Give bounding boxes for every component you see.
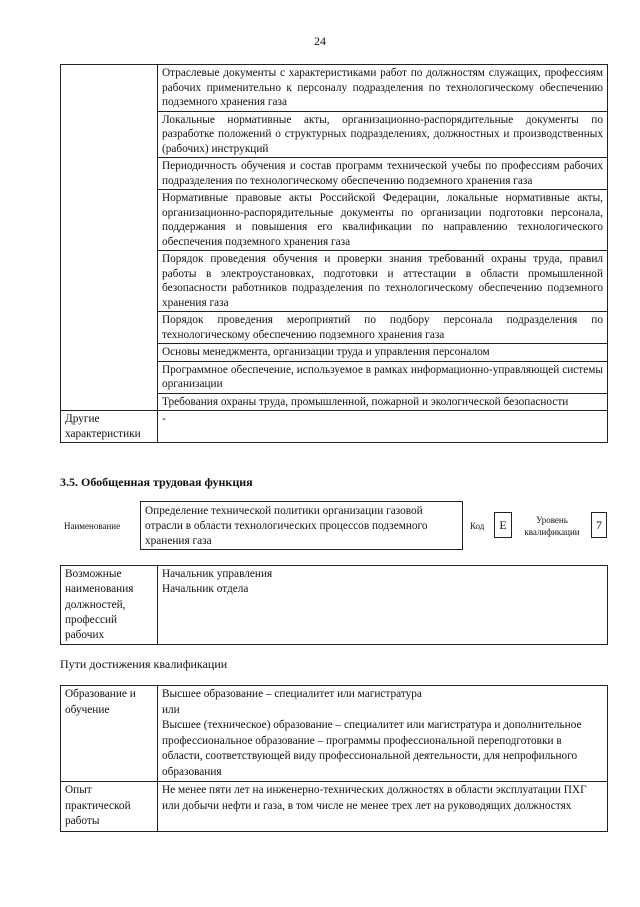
knowledge-item: Порядок проведения мероприятий по подбору персонала подразделения по технологическому обеспечению подземного хранения газа: [158, 312, 608, 344]
other-label: Другие характеристики: [61, 411, 158, 443]
paths-title: Пути достижения квалификации: [60, 657, 228, 671]
section-title: 3.5. Обобщенная трудовая функция: [60, 475, 253, 489]
knowledge-item: Требования охраны труда, промышленной, пожарной и экологической безопасности: [158, 393, 608, 411]
knowledge-label-cell: [61, 65, 158, 411]
education-value: [158, 686, 608, 782]
knowledge-item: Нормативные правовые акты Российской Федерации, локальные нормативные акты, организационно-распорядительные документы по организации подготовки персонала, поддержания и повышения его квалификации по направлению технологического обеспечения подземного хранения газа: [158, 190, 608, 251]
other-value: -: [158, 411, 608, 443]
knowledge-item: Порядок проведения обучения и проверки знания требований охраны труда, правил работы в электроустановках, подготовки и аттестации в области промышленной безопасности работников подразделения по технологическому обеспечению подземного хранения газа: [158, 251, 608, 312]
knowledge-item: Периодичность обучения и состав программ технической учебы по профессиям рабочих подразделения по технологическому обеспечению подземного хранения газа: [158, 158, 608, 190]
table-row: [61, 686, 608, 782]
name-label: Наименование: [64, 521, 121, 531]
position-item: Начальник отдела: [162, 583, 249, 596]
knowledge-item: Основы менеджмента, организации труда и управления персоналом: [158, 344, 608, 362]
knowledge-item: Программное обеспечение, используемое в рамках информационно-управляющей системы организации: [158, 361, 608, 393]
table-row: [61, 782, 608, 832]
code-value-box: E: [494, 512, 512, 538]
education-line: Высшее образование – специалитет или магистратура: [162, 688, 422, 700]
knowledge-item: Локальные нормативные акты, организационно-распорядительные документы по разработке положений о структурных подразделениях, должностных и производственных (рабочих) инструкций: [158, 111, 608, 158]
qualification-table: [60, 685, 608, 832]
function-name-box: Определение технической политики организации газовой отрасли в области технологических процессов подземного хранения газа: [140, 501, 463, 550]
code-label: Код: [470, 521, 485, 531]
education-line: или: [162, 703, 180, 716]
page-number: 24: [314, 34, 326, 48]
table-row: [61, 65, 608, 112]
education-label: Образование и обучение: [61, 686, 158, 782]
positions-label: Возможные наименования должностей, профессий рабочих: [61, 566, 158, 645]
table-row: [61, 411, 608, 443]
experience-value: Не менее пяти лет на инженерно-технических должностях в области эксплуатации ПХГ или добычи нефти и газа, в том числе не менее трех лет на руководящих должностях: [158, 782, 608, 832]
education-line: Высшее (техническое) образование – специалитет или магистратура и дополнительное профессиональное образование – программы профессиональной переподготовки в области, соответствующей виду профессиональной деятельности, для непрофильного образования: [162, 719, 582, 778]
experience-label: Опыт практической работы: [61, 782, 158, 832]
knowledge-table: [60, 64, 608, 443]
table-row: [61, 566, 608, 645]
positions-list: [158, 566, 608, 645]
positions-table: [60, 565, 608, 645]
knowledge-item: Отраслевые документы с характеристиками работ по должностям служащих, профессиям рабочих применительно к персоналу подразделения по технологическому обеспечению подземного хранения газа: [158, 65, 608, 112]
position-item: Начальник управления: [162, 568, 273, 580]
level-value-box: 7: [591, 512, 607, 538]
level-label: Уровень квалификации: [524, 515, 580, 537]
